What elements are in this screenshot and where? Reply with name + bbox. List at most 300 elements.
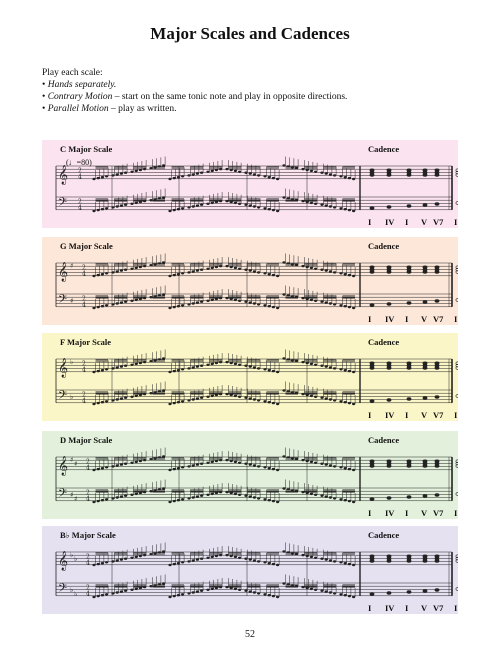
note-head (192, 591, 195, 593)
note-head (257, 174, 260, 176)
note-head (173, 402, 176, 404)
note-head (211, 170, 214, 172)
cadence-title: Cadence (368, 241, 400, 251)
roman-numeral: IV (385, 603, 395, 613)
note-head (192, 302, 195, 304)
note-head (329, 270, 332, 272)
note-head (111, 367, 114, 369)
note-head (268, 594, 271, 596)
note-head (320, 172, 323, 174)
note-head (206, 557, 209, 559)
note-head (257, 465, 260, 467)
note-head (168, 275, 171, 277)
note-head (92, 403, 95, 405)
note-head (344, 273, 347, 275)
note-head (162, 389, 165, 391)
note-head (301, 459, 304, 461)
note-head (301, 554, 304, 556)
note-head (177, 562, 180, 564)
note-head (238, 396, 241, 398)
note-head (162, 487, 165, 489)
note-head (301, 200, 304, 202)
note-head (162, 196, 165, 198)
note-head (116, 205, 119, 207)
note-head (310, 556, 313, 558)
note-head (105, 593, 108, 595)
note-head (168, 403, 171, 405)
chord-note (423, 460, 427, 463)
time-signature-icon: 2 (82, 360, 86, 368)
note-head (200, 463, 203, 465)
note-head (173, 209, 176, 211)
note-head (162, 455, 165, 457)
note-head (135, 363, 138, 365)
note-head (187, 271, 190, 273)
note-head (268, 176, 271, 178)
bass-note (435, 589, 439, 592)
note-head (249, 269, 252, 271)
chord-note (435, 169, 439, 172)
note-head (352, 564, 355, 566)
note-head (149, 458, 152, 460)
note-head (257, 367, 260, 369)
note-head (200, 204, 203, 206)
note-head (348, 274, 351, 276)
note-head (234, 395, 237, 397)
note-head (339, 175, 342, 177)
bass-clef-icon: 𝄢 (58, 293, 68, 309)
note-head (352, 275, 355, 277)
note-head (314, 364, 317, 366)
bass-note (456, 395, 458, 398)
bass-note (407, 302, 411, 305)
note-head (196, 269, 199, 271)
treble-clef-icon: 𝄞 (58, 456, 69, 476)
roman-numeral: V7 (433, 410, 444, 420)
note-head (339, 368, 342, 370)
instruction-item (42, 103, 347, 115)
note-head (130, 268, 133, 270)
note-head (187, 303, 190, 305)
note-head (238, 557, 241, 559)
chord-note (407, 555, 411, 558)
note-head (187, 399, 190, 401)
bass-note (407, 496, 411, 499)
note-head (130, 557, 133, 559)
roman-numeral: V7 (433, 217, 444, 227)
scale-title: G Major Scale (60, 241, 113, 251)
note-head (111, 174, 114, 176)
note-head (135, 493, 138, 495)
note-head (310, 588, 313, 590)
note-head (244, 172, 247, 174)
key-signature-icon: ♭ (70, 586, 74, 594)
bass-note (423, 495, 427, 498)
note-head (124, 365, 127, 367)
chord-note (423, 555, 427, 558)
cadence-title: Cadence (368, 337, 400, 347)
note-head (325, 301, 328, 303)
note-head (333, 174, 336, 176)
chord-note (387, 362, 391, 365)
note-head (310, 202, 313, 204)
chord-note (435, 555, 439, 558)
roman-numeral: IV (385, 508, 395, 518)
note-head (135, 395, 138, 397)
time-signature-icon: 4 (82, 270, 86, 278)
note-head (97, 209, 100, 211)
note-head (234, 170, 237, 172)
note-head (181, 498, 184, 500)
bass-note (435, 203, 439, 206)
note-head (206, 268, 209, 270)
chord-note (407, 460, 411, 463)
note-head (168, 469, 171, 471)
note-head (200, 365, 203, 367)
note-head (339, 400, 342, 402)
note-head (325, 397, 328, 399)
bass-clef-icon: 𝄢 (58, 487, 68, 503)
note-head (177, 273, 180, 275)
time-signature-icon: 4 (86, 495, 90, 503)
note-head (249, 397, 252, 399)
note-head (329, 302, 332, 304)
note-head (192, 173, 195, 175)
note-head (333, 497, 336, 499)
note-head (111, 206, 114, 208)
treble-clef-icon: 𝄞 (58, 165, 69, 185)
note-head (173, 563, 176, 565)
note-head (181, 368, 184, 370)
note-head (211, 493, 214, 495)
note-head (329, 173, 332, 175)
note-head (348, 595, 351, 597)
note-head (325, 269, 328, 271)
roman-numeral: V (421, 217, 428, 227)
note-head (177, 305, 180, 307)
note-head (263, 561, 266, 563)
note-head (333, 399, 336, 401)
note-head (97, 274, 100, 276)
note-head (149, 553, 152, 555)
chord-note (387, 266, 391, 269)
note-head (173, 177, 176, 179)
note-head (162, 261, 165, 263)
note-head (352, 403, 355, 405)
note-head (263, 272, 266, 274)
note-head (238, 462, 241, 464)
note-head (130, 171, 133, 173)
note-head (310, 395, 313, 397)
chord-note (387, 555, 391, 558)
note-head (225, 586, 228, 588)
chord-note (423, 362, 427, 365)
time-signature-icon: 2 (82, 264, 86, 272)
note-head (348, 306, 351, 308)
note-head (111, 560, 114, 562)
note-head (253, 398, 256, 400)
note-head (97, 177, 100, 179)
page-title: Major Scales and Cadences (150, 24, 350, 43)
note-head (173, 370, 176, 372)
note-head (344, 467, 347, 469)
bass-note (423, 204, 427, 207)
note-head (314, 589, 317, 591)
note-head (97, 500, 100, 502)
time-signature-icon: 2 (78, 198, 82, 206)
note-head (249, 495, 252, 497)
note-head (211, 461, 214, 463)
note-head (124, 269, 127, 271)
note-head (92, 596, 95, 598)
note-head (234, 493, 237, 495)
instruction-rest: – play as written. (108, 104, 177, 114)
bass-note (387, 206, 391, 209)
note-head (314, 462, 317, 464)
note-head (301, 265, 304, 267)
bass-note (456, 202, 458, 205)
grand-staff (42, 237, 458, 325)
bass-note (387, 497, 391, 500)
note-head (211, 556, 214, 558)
note-head (225, 200, 228, 202)
note-head (116, 366, 119, 368)
instructions-intro: Play each scale: (42, 68, 103, 78)
note-head (181, 272, 184, 274)
note-head (344, 305, 347, 307)
note-head (177, 499, 180, 501)
note-head (257, 399, 260, 401)
scale-title: B♭ Major Scale (60, 530, 116, 540)
note-head (272, 402, 275, 404)
roman-numeral: I (405, 217, 409, 227)
note-head (325, 365, 328, 367)
note-head (211, 202, 214, 204)
note-head (162, 550, 165, 552)
note-head (282, 196, 285, 198)
note-head (173, 306, 176, 308)
note-head (162, 164, 165, 166)
note-head (238, 364, 241, 366)
note-head (200, 172, 203, 174)
time-signature-icon: 2 (86, 553, 90, 561)
note-head (168, 596, 171, 598)
note-head (135, 588, 138, 590)
note-head (135, 267, 138, 269)
note-head (173, 500, 176, 502)
note-head (329, 591, 332, 593)
roman-numeral: I (368, 217, 372, 227)
note-head (282, 357, 285, 359)
note-head (348, 402, 351, 404)
note-head (272, 563, 275, 565)
note-head (225, 168, 228, 170)
chord-note (407, 266, 411, 269)
note-head (181, 466, 184, 468)
note-head (325, 590, 328, 592)
note-head (276, 275, 279, 277)
note-head (244, 269, 247, 271)
note-head (196, 495, 199, 497)
note-head (348, 500, 351, 502)
note-head (352, 178, 355, 180)
note-head (314, 396, 317, 398)
note-head (168, 307, 171, 309)
note-head (333, 271, 336, 273)
cadence-title: Cadence (368, 435, 400, 445)
note-head (168, 371, 171, 373)
note-head (244, 590, 247, 592)
note-head (206, 364, 209, 366)
note-head (310, 461, 313, 463)
note-head (105, 368, 108, 370)
note-head (130, 589, 133, 591)
roman-numeral: V (421, 410, 428, 420)
note-head (238, 494, 241, 496)
note-head (276, 564, 279, 566)
chord-note (407, 169, 411, 172)
bass-note (370, 498, 374, 501)
note-head (325, 204, 328, 206)
note-head (162, 293, 165, 295)
note-head (196, 365, 199, 367)
key-signature-icon: ♯ (74, 460, 78, 468)
note-head (92, 275, 95, 277)
note-head (187, 592, 190, 594)
note-head (206, 494, 209, 496)
note-head (329, 464, 332, 466)
roman-numeral: V7 (433, 314, 444, 324)
note-head (244, 301, 247, 303)
time-signature-icon: 4 (82, 301, 86, 309)
note-head (168, 501, 171, 503)
note-head (97, 370, 100, 372)
bass-note (370, 304, 374, 307)
note-head (301, 491, 304, 493)
scale-section (42, 431, 458, 519)
time-signature-icon: 2 (82, 391, 86, 399)
bass-note (456, 493, 458, 496)
note-head (101, 208, 104, 210)
roman-numeral: V (421, 508, 428, 518)
note-head (344, 208, 347, 210)
note-head (253, 496, 256, 498)
note-head (124, 172, 127, 174)
note-head (268, 499, 271, 501)
note-head (257, 497, 260, 499)
note-head (272, 274, 275, 276)
note-head (282, 455, 285, 457)
note-head (263, 368, 266, 370)
note-head (206, 396, 209, 398)
note-head (177, 594, 180, 596)
note-head (130, 203, 133, 205)
note-head (268, 273, 271, 275)
note-head (225, 491, 228, 493)
bass-note (387, 303, 391, 306)
note-head (329, 496, 332, 498)
note-head (234, 363, 237, 365)
chord-note (407, 362, 411, 365)
note-head (211, 395, 214, 397)
note-head (244, 495, 247, 497)
note-head (244, 558, 247, 560)
page-number: 52 (245, 629, 255, 640)
note-head (263, 207, 266, 209)
roman-numeral: IV (385, 217, 395, 227)
note-head (301, 297, 304, 299)
time-signature-icon: 2 (78, 167, 82, 175)
note-head (339, 272, 342, 274)
note-head (211, 267, 214, 269)
key-signature-icon: ♭ (70, 393, 74, 401)
note-head (257, 303, 260, 305)
note-head (310, 493, 313, 495)
note-head (101, 369, 104, 371)
note-head (135, 170, 138, 172)
note-head (116, 464, 119, 466)
note-head (149, 199, 152, 201)
note-head (92, 469, 95, 471)
note-head (301, 361, 304, 363)
note-head (253, 173, 256, 175)
instruction-item (42, 91, 347, 103)
note-head (196, 397, 199, 399)
bass-note (423, 397, 427, 400)
key-signature-icon: ♯ (70, 456, 74, 464)
note-head (244, 397, 247, 399)
note-head (120, 495, 123, 497)
note-head (124, 495, 127, 497)
note-head (268, 208, 271, 210)
roman-numeral: I (405, 314, 409, 324)
note-head (253, 559, 256, 561)
note-head (105, 400, 108, 402)
time-signature-icon: 4 (82, 397, 86, 405)
note-head (282, 550, 285, 552)
note-head (120, 365, 123, 367)
note-head (272, 177, 275, 179)
instruction-item (42, 79, 347, 91)
note-head (339, 466, 342, 468)
instruction-emph: Contrary Motion (47, 92, 113, 102)
roman-numeral: I (368, 603, 372, 613)
note-head (249, 172, 252, 174)
time-signature-icon: 4 (86, 590, 90, 598)
note-head (192, 464, 195, 466)
note-head (276, 371, 279, 373)
note-head (130, 494, 133, 496)
note-head (339, 304, 342, 306)
note-head (268, 562, 271, 564)
bass-note (423, 590, 427, 593)
note-head (282, 389, 285, 391)
note-head (173, 595, 176, 597)
note-head (135, 299, 138, 301)
note-head (111, 399, 114, 401)
roman-numeral: I (454, 410, 458, 420)
bass-note (435, 300, 439, 303)
note-head (348, 177, 351, 179)
note-head (135, 556, 138, 558)
note-head (130, 300, 133, 302)
note-head (116, 270, 119, 272)
note-head (257, 592, 260, 594)
note-head (111, 271, 114, 273)
note-head (196, 590, 199, 592)
note-head (352, 307, 355, 309)
note-head (320, 301, 323, 303)
